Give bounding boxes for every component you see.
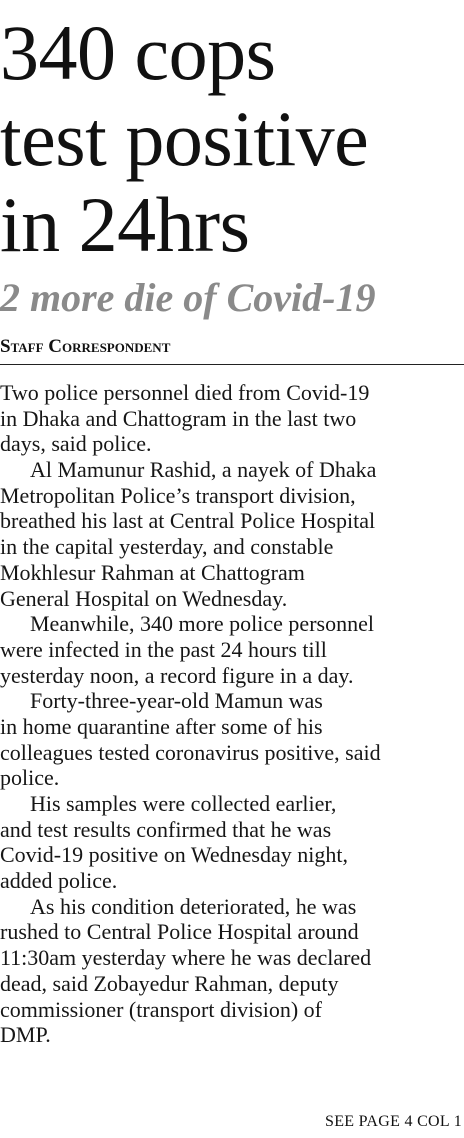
article-line: days, said police. xyxy=(0,431,152,457)
article-line: in Dhaka and Chattogram in the last two xyxy=(0,405,357,431)
continuation-note[interactable]: SEE PAGE 4 COL 1 xyxy=(325,1113,462,1130)
headline-line: in 24hrs xyxy=(0,181,250,268)
article-line: DMP. xyxy=(0,1022,51,1048)
article-line: rushed to Central Police Hospital around xyxy=(0,919,359,945)
article-line: As his condition deteriorated, he was xyxy=(30,893,357,919)
article-line: Mokhlesur Rahman at Chattogram xyxy=(0,559,305,585)
article-line: 11:30am yesterday where he was declared xyxy=(0,945,372,971)
headline-line: test positive xyxy=(0,95,369,182)
headline xyxy=(0,10,464,268)
article-line: and test results confirmed that he was xyxy=(0,816,332,842)
article-line: General Hospital on Wednesday. xyxy=(0,585,288,611)
article-line: were infected in the past 24 hours till xyxy=(0,636,327,662)
article-line: colleagues tested coronavirus positive, said xyxy=(0,739,381,765)
headline-line: 340 cops xyxy=(0,9,276,96)
article-line: in home quarantine after some of his xyxy=(0,713,323,739)
article-line: Covid-19 positive on Wednesday night, xyxy=(0,842,348,868)
article-line: breathed his last at Central Police Hospital xyxy=(0,508,376,534)
byline-divider xyxy=(0,364,464,365)
article-line: commissioner (transport division) of xyxy=(0,996,323,1022)
article-line: Al Mamunur Rashid, a nayek of Dhaka xyxy=(30,457,377,483)
article-line: Meanwhile, 340 more police personnel xyxy=(30,611,374,637)
article-line: police. xyxy=(0,765,60,791)
article-line: yesterday noon, a record figure in a day. xyxy=(0,662,354,688)
byline: Staff Correspondent xyxy=(0,336,171,357)
article-line: dead, said Zobayedur Rahman, deputy xyxy=(0,970,339,996)
article-line: added police. xyxy=(0,868,118,894)
article-line: in the capital yesterday, and constable xyxy=(0,534,334,560)
subhead: 2 more die of Covid-19 xyxy=(0,275,376,320)
article-line: Two police personnel died from Covid-19 xyxy=(0,380,370,405)
article-body xyxy=(0,380,464,1048)
article-line: Forty-three-year-old Mamun was xyxy=(30,688,323,714)
article-line: His samples were collected earlier, xyxy=(30,791,337,816)
article-line: Metropolitan Police’s transport division, xyxy=(0,482,356,508)
